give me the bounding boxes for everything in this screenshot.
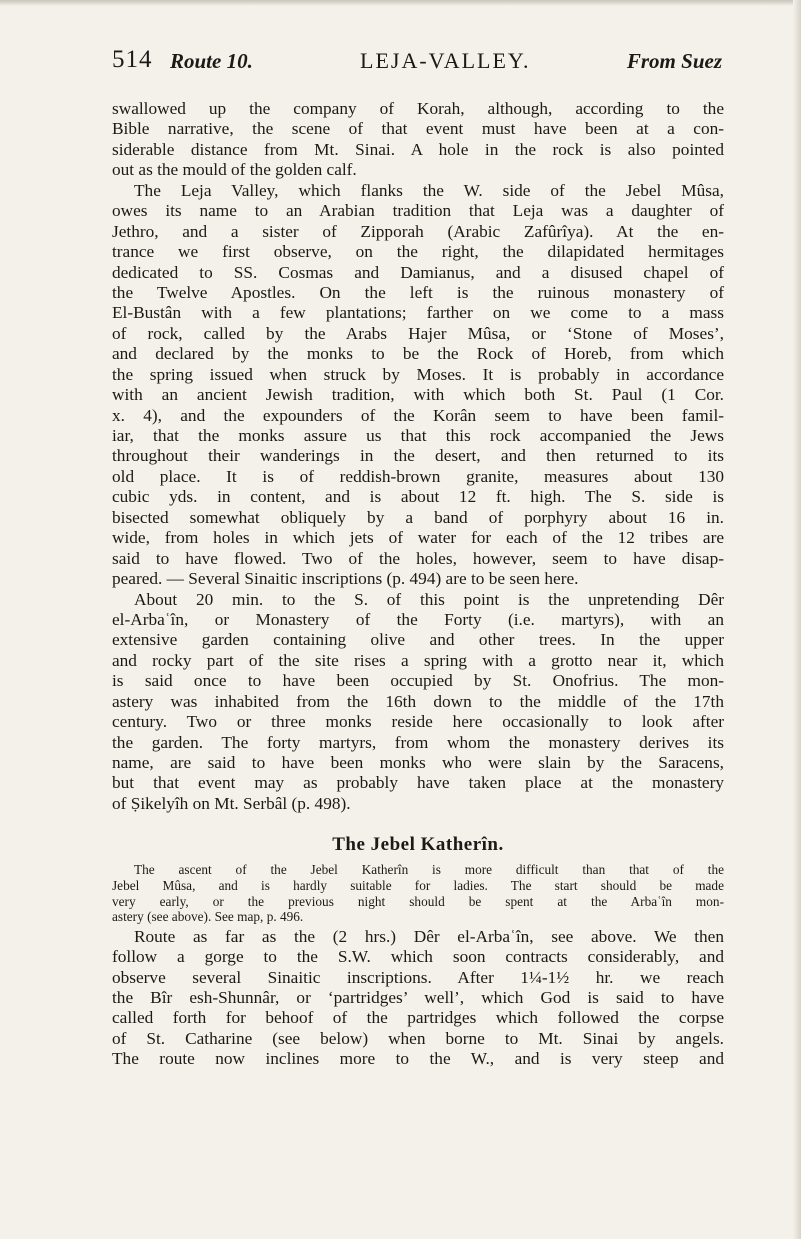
header-from: From Suez [626,49,722,73]
text-line: old place. It is of reddish-brown granite, measures about 130 [112,466,724,486]
text-line: the Bîr esh-Shunnâr, or ‘partridges’ well’, which God is said to have [112,988,724,1007]
text-line: peared. — Several Sinaitic inscriptions (p. 494) are to be seen here. [112,569,579,589]
text-line: the garden. The forty martyrs, from whom the monastery derives its [112,732,724,752]
text-line: is said once to have been occupied by St. Onofrius. The mon- [112,671,724,691]
text-line: swallowed up the company of Korah, although, according to the [112,99,724,118]
text-line: century. Two or three monks reside here occasionally to look after [112,712,724,732]
paragraph-1 [112,99,724,181]
small-print-note [112,862,724,924]
text-line: trance we first observe, on the right, the dilapidated hermitages [112,242,724,262]
text-line: the spring issued when struck by Moses. It is probably in accordance [112,364,724,384]
paragraph-der-el-arbain [112,590,724,815]
text-line: bisected somewhat obliquely by a band of porphyry about 16 in. [112,507,724,527]
text-line: of Ṣikelyîh on Mt. Serbâl (p. 498). [112,793,351,813]
text-line: and rocky part of the site rises a spring with a grotto near it, which [112,650,724,670]
text-line: follow a gorge to the S.W. which soon contracts considerably, and [112,947,724,967]
text-line: extensive garden containing olive and other trees. In the upper [112,630,724,650]
text-line: The Leja Valley, which flanks the W. side of the Jebel Mûsa, [134,180,724,200]
text-line: but that event may as probably have taken place at the monastery [112,773,724,793]
header-title: LEJA-VALLEY. [360,48,531,73]
text-line: Jethro, and a sister of Zipporah (Arabic Zafûrîya). At the en- [112,221,724,241]
paragraph-leja-valley [112,181,724,590]
text-line: called forth for behoof of the partridges which followed the corpse [112,1008,724,1028]
text-line: Bible narrative, the scene of that event must have been at a con- [112,119,724,139]
note-line: very early, or the previous night should be spent at the Arbaʿîn mon- [112,893,724,909]
text-line: observe several Sinaitic inscriptions. After 1¼-1½ hr. we reach [112,967,724,987]
text-line: the Twelve Apostles. On the left is the ruinous monastery of [112,282,724,302]
text-line: iar, that the monks assure us that this rock accompanied the Jews [112,426,724,445]
page-top-edge [0,0,801,6]
text-line: of St. Catharine (see below) when borne to Mt. Sinai by angels. [112,1028,724,1048]
text-line: of rock, called by the Arabs Hajer Mûsa, or ‘Stone of Moses’, [112,323,724,343]
body-text [112,99,724,1070]
running-head [112,46,722,80]
text-line: name, are said to have been monks who were slain by the Saracens, [112,753,724,772]
paragraph-route [112,927,724,1070]
text-line: throughout their wanderings in the desert, and then returned to its [112,446,724,466]
text-line: and declared by the monks to be the Rock of Horeb, from which [112,344,724,364]
text-line: About 20 min. to the S. of this point is the unpretending Dêr [134,589,724,609]
text-line: owes its name to an Arabian tradition that Leja was a daughter of [112,201,724,221]
text-line: astery was inhabited from the 16th down to the middle of the 17th [112,691,724,711]
text-line: cubic yds. in content, and is about 12 ft. high. The S. side is [112,487,724,507]
text-line: The route now inclines more to the W., and is very steep and [112,1049,724,1069]
text-line: with an ancient Jewish tradition, with which both St. Paul (1 Cor. [112,385,724,405]
text-line: said to have flowed. Two of the holes, however, seem to have disap- [112,548,724,568]
page-right-edge [793,0,801,1239]
text-line: dedicated to SS. Cosmas and Damianus, and a disused chapel of [112,262,724,282]
text-line: x. 4), and the expounders of the Korân seem to have been famil- [112,405,724,425]
text-line: siderable distance from Mt. Sinai. A hole in the rock is also pointed [112,139,724,159]
note-line: Jebel Mûsa, and is hardly suitable for ladies. The start should be made [112,877,724,893]
note-line: astery (see above). See map, p. 496. [112,909,304,925]
text-line: out as the mould of the golden calf. [112,160,357,180]
text-line: el-Arbaʿîn, or Monastery of the Forty (i.e. martyrs), with an [112,609,724,629]
section-heading: The Jebel Katherîn. [332,834,504,856]
page-number: 514 [112,46,153,73]
text-line: wide, from holes in which jets of water for each of the 12 tribes are [112,528,724,548]
text-line: El-Bustân with a few plantations; farther on we come to a mass [112,303,724,323]
note-line: The ascent of the Jebel Katherîn is more difficult than that of the [134,862,724,878]
text-line: Route as far as the (2 hrs.) Dêr el-Arbaʿîn, see above. We then [134,926,724,946]
route-label: Route 10. [170,49,253,73]
